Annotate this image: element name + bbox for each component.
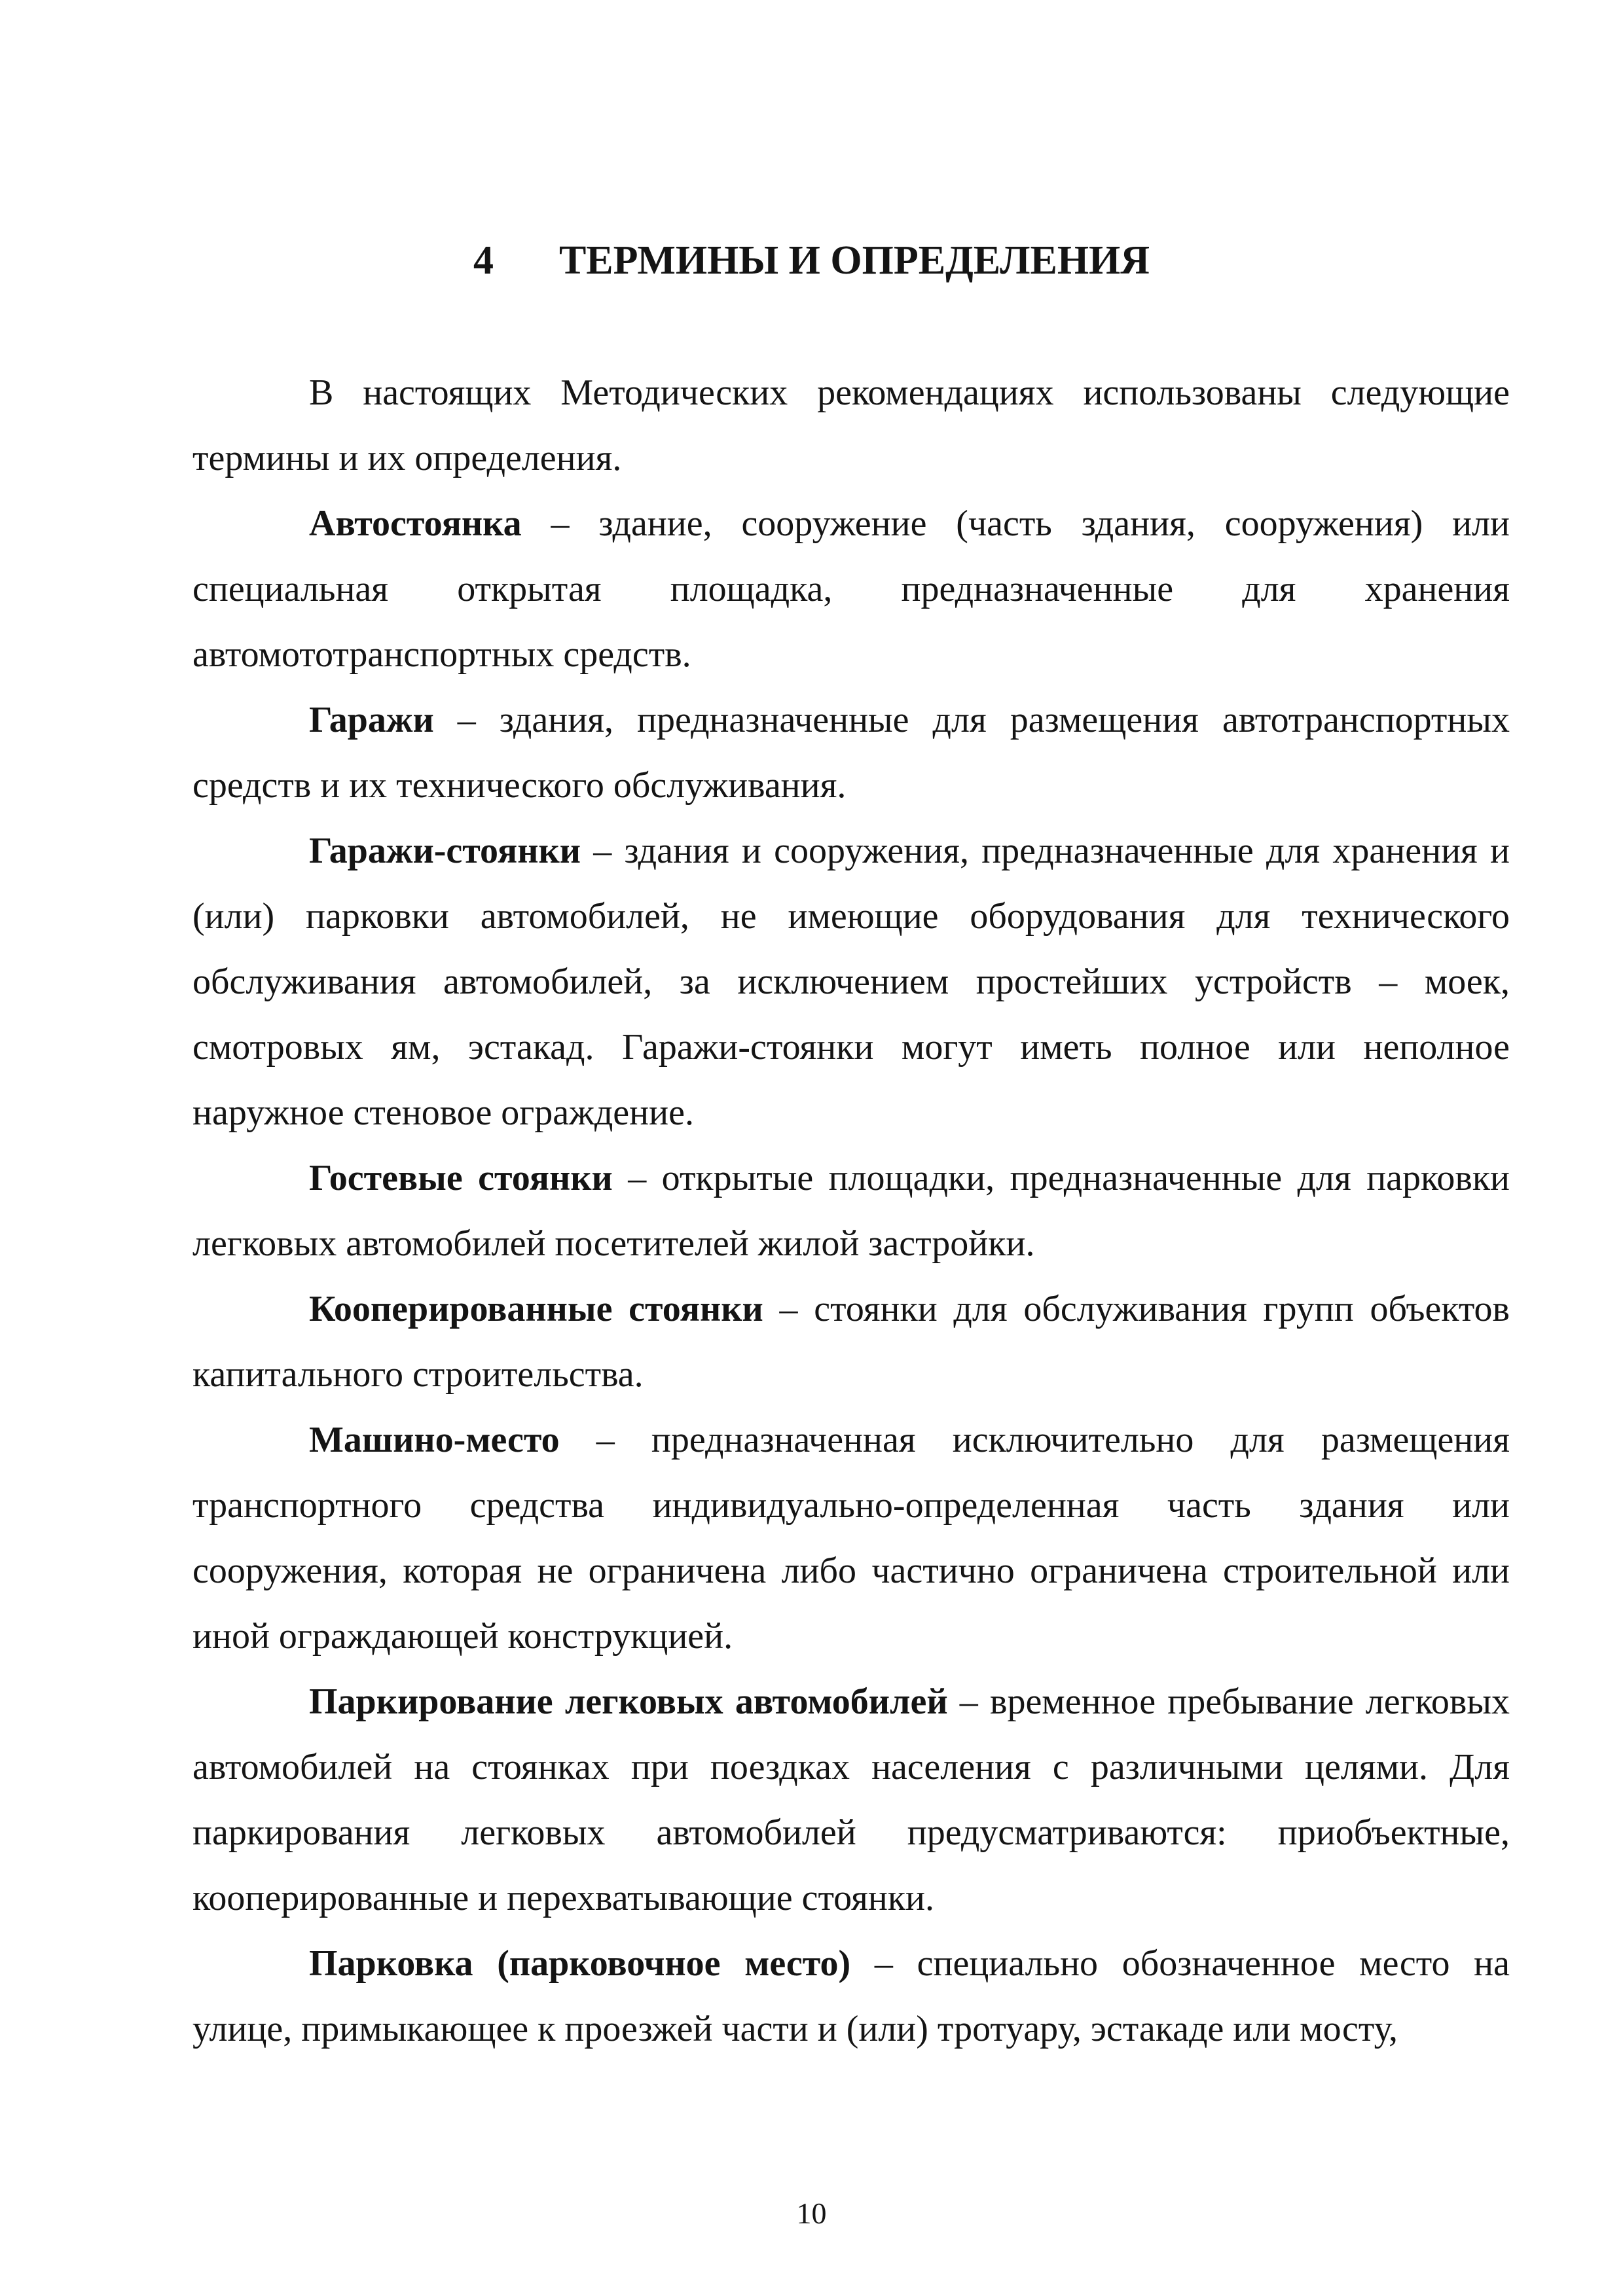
definition-term: Машино-место [309,1420,560,1460]
page-number: 10 [796,2197,827,2230]
definition-paragraph [192,491,1510,687]
definition-text: – здания, предназначенные для размещения автотранспортных средств и их технического обслуживания. [192,700,1510,806]
definition-text: – стоянки для обслуживания групп объектов капитального строительства. [192,1289,1510,1395]
section-number: 4 [473,238,494,283]
definition-paragraph [192,1407,1510,1669]
definition-text: – здания и сооружения, предназначенные для хранения и (или) парковки автомобилей, не имеющие оборудования для технического обслуживания автомобилей, за исключением простейших устройств – моек, смотровых ям, эстакад. Гаражи-стоянки могут иметь полное или неполное наружное стеновое ограждение. [192,831,1510,1133]
intro-paragraph: В настоящих Методических рекомендациях использованы следующие термины и их определения. [192,372,1510,478]
definition-paragraph [192,1669,1510,1931]
definition-text: – предназначенная исключительно для размещения транспортного средства индивидуально-определенная часть здания или сооружения, которая не ограничена либо частично ограничена строительной или иной ограждающей конструкцией. [192,1420,1510,1657]
section-heading [0,234,1623,287]
definition-term: Автостоянка [309,503,522,544]
definition-term: Паркирование легковых автомобилей [309,1681,948,1722]
definition-term: Гаражи [309,700,434,740]
section-title: ТЕРМИНЫ И ОПРЕДЕЛЕНИЯ [558,238,1150,283]
definition-term: Гаражи-стоянки [309,831,581,871]
definition-paragraph [192,687,1510,818]
definition-paragraph [192,818,1510,1145]
definition-text: – открытые площадки, предназначенные для парковки легковых автомобилей посетителей жилой застройки. [192,1158,1510,1264]
definition-paragraph [192,1145,1510,1276]
definition-term: Кооперированные стоянки [309,1289,763,1329]
definition-paragraph [192,1931,1510,2062]
definition-term: Гостевые стоянки [309,1158,613,1198]
document-body [192,360,1510,2062]
definition-text: – здание, сооружение (часть здания, сооружения) или специальная открытая площадка, предназначенные для хранения автомототранспортных средств. [192,503,1510,675]
definition-text: – временное пребывание легковых автомобилей на стоянках при поездках населения с различными целями. Для паркирования легковых автомобилей предусматриваются: приобъектные, кооперированные и перехватывающие стоянки. [192,1681,1510,1918]
definition-paragraph [192,1276,1510,1407]
definition-term: Парковка (парковочное место) [309,1943,851,1984]
definition-text: – специально обозначенное место на улице, примыкающее к проезжей части и (или) тротуару, эстакаде или мосту, [192,1943,1510,2049]
